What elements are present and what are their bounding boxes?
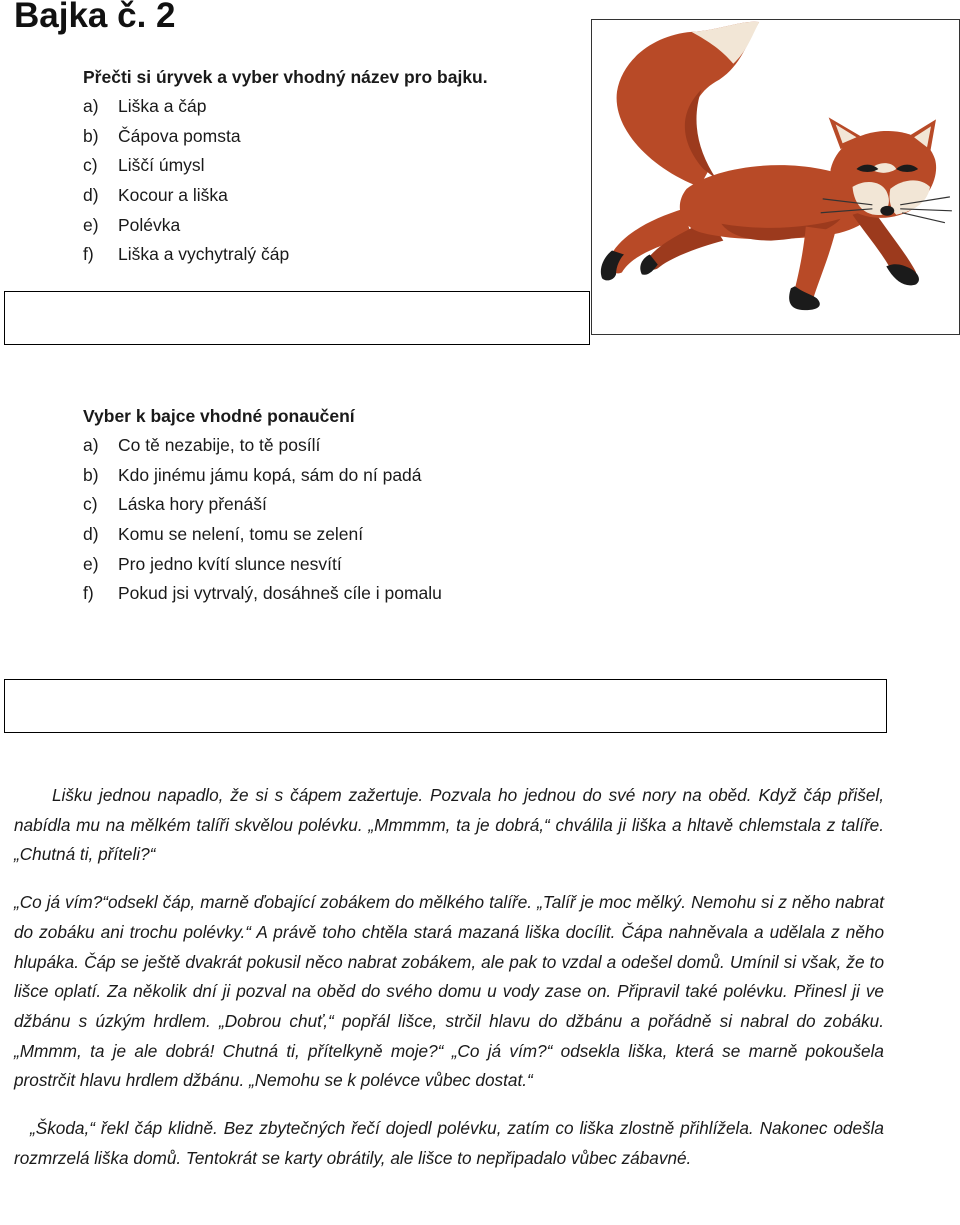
option-text: Co tě nezabije, to tě posílí xyxy=(118,435,321,455)
option-letter: a) xyxy=(83,435,99,455)
title-option[interactable] xyxy=(83,240,583,270)
option-text: Liščí úmysl xyxy=(118,155,205,176)
option-text: Kdo jinému jámu kopá, sám do ní padá xyxy=(118,464,422,485)
title-answer-box[interactable] xyxy=(4,291,590,345)
option-text: Pokud jsi vytrvalý, dosáhneš cíle i pomalu xyxy=(118,583,442,604)
fable-paragraph: Lišku jednou napadlo, že si s čápem zažertuje. Pozvala ho jednou do své nory na oběd. Když čáp přišel, nabídla mu na mělkém talíři skvělou polévku. „Mmmmm, ta je dobrá,“ chválila ji liška a hltavě chlemstala z talíře. „Chutná ti, příteli?“ xyxy=(14,785,884,865)
option-text: Láska hory přenáší xyxy=(118,494,267,515)
option-letter: f) xyxy=(83,244,94,265)
fox-icon xyxy=(592,20,959,334)
option-letter: d) xyxy=(83,185,99,206)
option-letter: b) xyxy=(83,464,99,485)
option-letter: d) xyxy=(83,524,99,545)
option-letter: e) xyxy=(83,214,99,235)
option-letter: c) xyxy=(83,155,98,176)
fable-paragraph: „Škoda,“ řekl čáp klidně. Bez zbytečných řečí dojedl polévku, zatím co liška zlostně přihlížela. Nakonec odešla rozmrzelá liška domů. Tentokrát se karty obrátily, ale lišce to nepřipadalo vůbec zábavné. xyxy=(14,1118,884,1168)
moral-option[interactable] xyxy=(83,461,583,491)
moral-question xyxy=(83,401,583,609)
option-text: Čápova pomsta xyxy=(118,125,241,146)
option-text: Komu se nelení, tomu se zelení xyxy=(118,524,364,545)
title-option[interactable] xyxy=(83,92,583,122)
moral-option[interactable] xyxy=(83,579,583,609)
option-letter: f) xyxy=(83,583,94,604)
title-question xyxy=(83,62,583,270)
moral-option[interactable] xyxy=(83,490,583,520)
moral-option[interactable] xyxy=(83,550,583,580)
option-letter: c) xyxy=(83,494,98,515)
title-option[interactable] xyxy=(83,151,583,181)
moral-question-heading: Vyber k bajce vhodné ponaučení xyxy=(83,406,355,426)
page-title: Bajka č. 2 xyxy=(14,0,176,35)
fable-text xyxy=(14,781,884,1173)
moral-option[interactable] xyxy=(83,431,583,461)
title-option[interactable] xyxy=(83,211,583,241)
option-letter: e) xyxy=(83,553,99,574)
option-text: Liška a čáp xyxy=(118,96,207,116)
option-text: Polévka xyxy=(118,214,181,235)
moral-answer-box[interactable] xyxy=(4,679,887,733)
fox-illustration xyxy=(591,19,960,335)
fable-paragraph: „Co já vím?“odsekl čáp, marně ďobající zobákem do mělkého talíře. „Talíř je moc mělký. Nemohu si z něho nabrat do zobáku ani trochu polévky.“ A právě toho chtěla stará mazaná liška docílit. Čápa nahněvala a udělala z něho hlupáka. Čáp se ještě dvakrát pokusil něco nabrat zobákem, ale pak to vzdal a odešel domů. Umínil si však, že to lišce oplatí. Za několik dní ji pozval na oběd do svého domu u vody zase on. Připravil také polévku. Přinesl ji ve džbánu s úzkým hrdlem. „Dobrou chuť,“ popřál lišce, strčil hlavu do džbánu a pořádně si nabral do zobáku. „Mmmm, ta je ale dobrá! Chutná ti, přítelkyně moje?“ „Co já vím?“ odsekla liška, která se marně pokoušela prostrčit hlavu hrdlem džbánu. „Nemohu se k polévce vůbec dostat.“ xyxy=(14,892,884,1091)
title-option[interactable] xyxy=(83,122,583,152)
title-question-heading: Přečti si úryvek a vyber vhodný název pro bajku. xyxy=(83,67,488,87)
moral-option[interactable] xyxy=(83,520,583,550)
option-text: Liška a vychytralý čáp xyxy=(118,244,290,265)
option-letter: a) xyxy=(83,96,99,116)
option-text: Kocour a liška xyxy=(118,185,228,206)
title-option[interactable] xyxy=(83,181,583,211)
option-letter: b) xyxy=(83,125,99,146)
option-text: Pro jedno kvítí slunce nesvítí xyxy=(118,553,342,574)
